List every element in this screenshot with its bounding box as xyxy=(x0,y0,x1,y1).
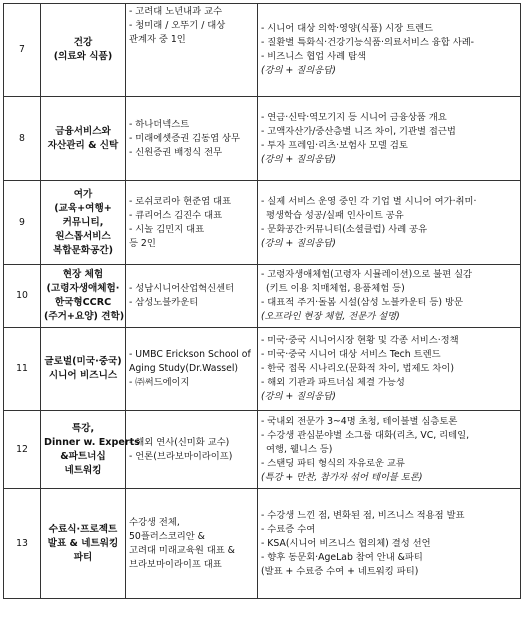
session-content-line: - KSA(시니어 비즈니스 협의체) 결성 선언 xyxy=(261,537,431,549)
session-topic-line: Dinner w. Experts xyxy=(44,436,140,448)
session-content-line: 여행, 웰니스 등) xyxy=(266,443,333,455)
session-speakers-line: - 성남시니어산업혁신센터 xyxy=(129,283,235,294)
session-topic-line: (교육+여행+ xyxy=(54,202,112,214)
session-speakers-line: - 삼성노블카운티 xyxy=(129,297,199,308)
session-row-13 xyxy=(4,489,521,599)
session-topic-line: 건강 xyxy=(73,37,93,48)
session-topic-line: 시니어 비즈니스 xyxy=(48,370,118,381)
session-content-line: (특강 + 만찬, 참가자 섞어 테이블 토론) xyxy=(261,471,423,483)
session-content-line: - 미국·중국 시니어 대상 서비스 Tech 트렌드 xyxy=(261,349,441,360)
session-content-line: (강의 + 질의응답) xyxy=(261,65,336,76)
curriculum-table xyxy=(3,3,521,599)
session-speakers-line: - 신원증권 배정식 전무 xyxy=(129,146,223,158)
session-topic-line: 특강, xyxy=(71,422,95,434)
session-number: 13 xyxy=(4,489,41,599)
session-content-line: (강의 + 질의응답) xyxy=(261,391,336,402)
session-speakers xyxy=(126,4,258,97)
session-content-line: - 수강생 느낀 점, 변화된 점, 비즈니스 적용점 발표 xyxy=(261,509,465,521)
session-topic xyxy=(41,265,126,328)
session-row-7 xyxy=(4,4,521,97)
session-number: 12 xyxy=(4,411,41,489)
session-speakers-line: - ㈜써드에이지 xyxy=(129,377,190,388)
session-speakers xyxy=(126,328,258,411)
session-content-line: - 스탠딩 파티 형식의 자유로운 교류 xyxy=(261,457,405,469)
session-content-line: (오프라인 현장 체험, 전문가 설명) xyxy=(261,311,400,322)
session-content-line: (강의 + 질의응답) xyxy=(261,237,336,249)
session-topic xyxy=(41,328,126,411)
session-content xyxy=(258,4,521,97)
session-speakers xyxy=(126,265,258,328)
session-content-line: - 비즈니스 협업 사례 탐색 xyxy=(261,51,366,62)
session-topic-line: 한국형CCRC xyxy=(54,297,112,308)
session-topic-line: 현장 체험 xyxy=(62,269,104,280)
session-content-line: - 시니어 대상 의학·영양(식품) 시장 트렌드 xyxy=(261,23,434,34)
session-speakers xyxy=(126,411,258,489)
session-speakers-line: 등 2인 xyxy=(129,237,156,249)
session-number: 9 xyxy=(4,181,41,265)
session-topic-line: 수료식·프로젝트 xyxy=(48,523,118,535)
session-row-11 xyxy=(4,328,521,411)
session-speakers-line: - 로쉬코리아 현준엽 대표 xyxy=(129,195,232,207)
session-content-line: - 고액자산가/중산층별 니즈 차이, 기관별 접근법 xyxy=(261,125,456,137)
session-content xyxy=(258,411,521,489)
session-topic-line: 발표 & 네트워킹 xyxy=(47,537,119,549)
session-speakers-line: - UMBC Erickson School of Aging Study(Dr.Wassel) xyxy=(129,349,251,374)
session-topic xyxy=(41,411,140,489)
session-content xyxy=(258,265,521,328)
session-topic xyxy=(41,489,126,599)
session-speakers-line: - 하나더넥스트 xyxy=(129,118,190,130)
session-content-line: - 고령자생애체험(고령자 시뮬레이션)으로 불편 실감 xyxy=(261,269,473,280)
session-content-line: (강의 + 질의응답) xyxy=(261,153,336,165)
session-content-line: - 실제 서비스 운영 중인 각 기업 별 시니어 여가·취미· xyxy=(261,195,477,207)
session-topic-line: (주거+요양) 견학) xyxy=(44,311,125,322)
session-speakers-line: - 해외 연사(신미화 교수) xyxy=(129,436,230,448)
session-content-line: - 향후 동문회·AgeLab 참여 안내 &파티 xyxy=(261,551,423,563)
session-content-line: - 질환별 특화식·건강기능식품·의료서비스 융합 사례- xyxy=(261,37,475,48)
session-speakers-line: 브라보마이라이프 대표 xyxy=(129,558,222,570)
session-number: 11 xyxy=(4,328,41,411)
session-row-8 xyxy=(4,97,521,181)
session-content-line: - 해외 기관과 파트너십 체결 가능성 xyxy=(261,377,405,388)
session-content xyxy=(258,328,521,411)
session-content-line: - 투자 프레임·리츠·보험사 모델 검토 xyxy=(261,139,408,151)
session-topic-line: (의료와 식품) xyxy=(53,51,113,62)
session-topic xyxy=(41,97,126,181)
session-content xyxy=(258,181,521,265)
session-content-line: - 수강생 관심분야별 소그룹 대화(리츠, VC, 리테일, xyxy=(261,429,470,441)
session-content-line: - 문화공간·커뮤니티(소셜클럽) 사례 공유 xyxy=(261,223,428,235)
session-content-line: - 수료증 수여 xyxy=(261,523,316,535)
session-speakers-line: - 청미래 / 오뚜기 / 대상 xyxy=(129,20,226,31)
session-speakers xyxy=(126,489,258,599)
session-row-10 xyxy=(4,265,521,328)
session-topic-line: 원스톱서비스 xyxy=(55,230,111,242)
session-content-line: - 한국 접목 시나리오(문화적 차이, 법제도 차이) xyxy=(261,363,454,374)
session-speakers-line: 수강생 전체, xyxy=(129,516,180,528)
session-speakers xyxy=(126,181,258,265)
session-speakers-line: - 시놀 김민지 대표 xyxy=(129,223,205,235)
session-content-line: 평생학습 성공/실패 인사이트 공유 xyxy=(266,209,404,221)
session-content-line: (발표 + 수료증 수여 + 네트워킹 파티) xyxy=(261,565,419,577)
session-speakers-line: 50플러스코리안 & xyxy=(129,530,205,542)
session-content-line: - 국내외 전문가 3~4명 초청, 테이블별 심층토론 xyxy=(261,415,458,427)
session-topic-line: 네트워킹 xyxy=(64,464,102,476)
session-content xyxy=(258,97,521,181)
session-speakers-line: - 미래에셋증권 김동엽 상무 xyxy=(129,132,241,144)
session-number: 10 xyxy=(4,265,41,328)
session-speakers-line: - 큐리어스 김진수 대표 xyxy=(129,209,223,221)
session-topic-line: 커뮤니티, xyxy=(62,216,104,228)
session-topic-line: 글로벌(미국·중국) xyxy=(44,356,122,367)
session-content-line: - 연금·신탁·역모기지 등 시니어 금융상품 개요 xyxy=(261,111,447,123)
session-speakers-line: 고려대 미래교육원 대표 & xyxy=(129,544,235,556)
session-topic-line: 여가 xyxy=(73,188,93,200)
session-topic-line: 복합문화공간) xyxy=(53,244,113,256)
session-topic-line: 파티 xyxy=(73,551,93,563)
session-speakers-line: - 고려대 노년내과 교수 xyxy=(129,6,223,17)
session-content xyxy=(258,489,521,599)
session-speakers-line: 관계자 중 1인 xyxy=(129,34,186,45)
session-topic-line: (고령자생애체험· xyxy=(46,283,120,294)
session-topic xyxy=(41,4,126,97)
session-topic-line: &파트너십 xyxy=(60,450,106,462)
session-row-12 xyxy=(4,411,521,489)
curriculum-table-body xyxy=(4,4,521,599)
session-topic xyxy=(41,181,126,265)
session-content-line: - 대표적 주거·돌봄 시설(삼성 노블카운티 등) 방문 xyxy=(261,297,463,308)
session-number: 7 xyxy=(4,4,41,97)
session-speakers-line: - 언론(브라보마이라이프) xyxy=(129,450,233,462)
session-topic-line: 자산관리 & 신탁 xyxy=(47,139,119,151)
session-number: 8 xyxy=(4,97,41,181)
session-content-line: - 미국·중국 시니어시장 현황 및 각종 서비스·정책 xyxy=(261,335,459,346)
session-topic-line: 금융서비스와 xyxy=(55,125,111,137)
session-content-line: (키트 이용 치매체험, 용품체험 등) xyxy=(266,283,405,294)
session-row-9 xyxy=(4,181,521,265)
session-speakers xyxy=(126,97,258,181)
